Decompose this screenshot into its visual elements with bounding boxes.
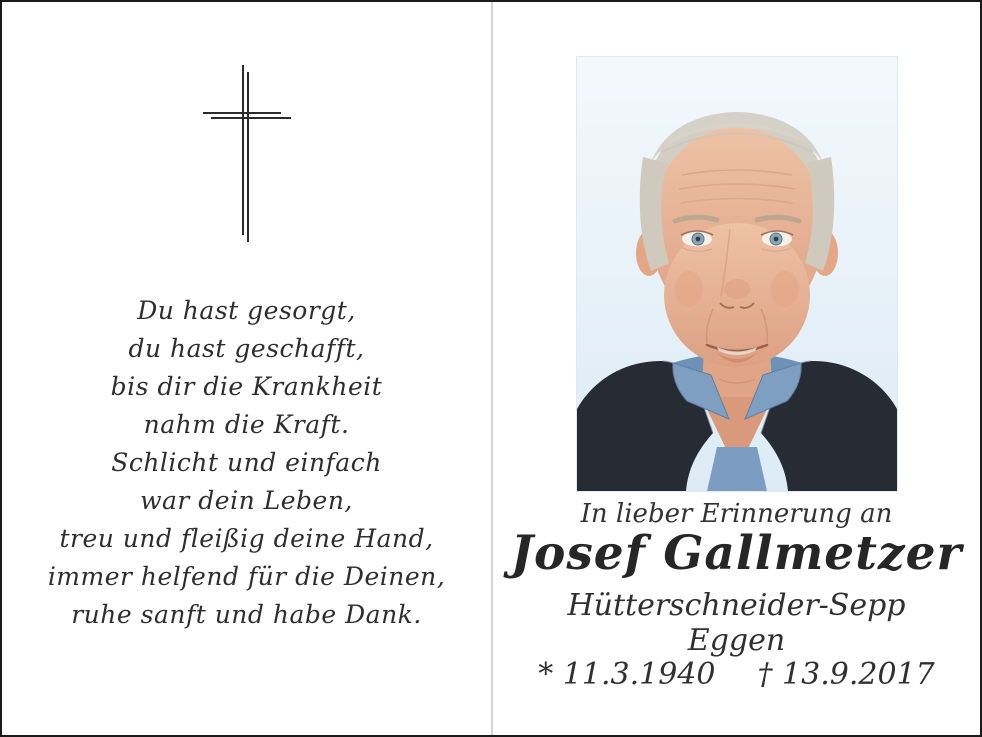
poem-line: immer helfend für die Deinen,	[47, 562, 446, 591]
poem-line: war dein Leben,	[140, 486, 353, 515]
portrait-photo	[577, 57, 897, 491]
poem-line: Du hast gesorgt,	[137, 296, 356, 325]
poem-line: Schlicht und einfach	[111, 448, 382, 477]
life-dates	[493, 657, 980, 692]
poem-line: nahm die Kraft.	[143, 410, 350, 439]
poem-line: ruhe sanft und habe Dank.	[71, 600, 422, 629]
birth-date: * 11.3.1940	[538, 657, 716, 692]
right-page	[493, 2, 980, 735]
deceased-name: Josef Gallmetzer	[510, 526, 963, 581]
left-page	[2, 2, 491, 735]
cross-icon	[197, 59, 297, 249]
deceased-place: Eggen	[687, 623, 786, 658]
poem-line: bis dir die Krankheit	[110, 372, 383, 401]
deceased-nickname: Hütterschneider-Sepp	[567, 588, 906, 623]
memorial-intro: In lieber Erinnerung an	[580, 499, 893, 529]
memorial-poem	[2, 292, 491, 634]
poem-line: treu und fleißig deine Hand,	[59, 524, 434, 553]
death-date: † 13.9.2017	[757, 657, 935, 692]
poem-line: du hast geschafft,	[128, 334, 365, 363]
